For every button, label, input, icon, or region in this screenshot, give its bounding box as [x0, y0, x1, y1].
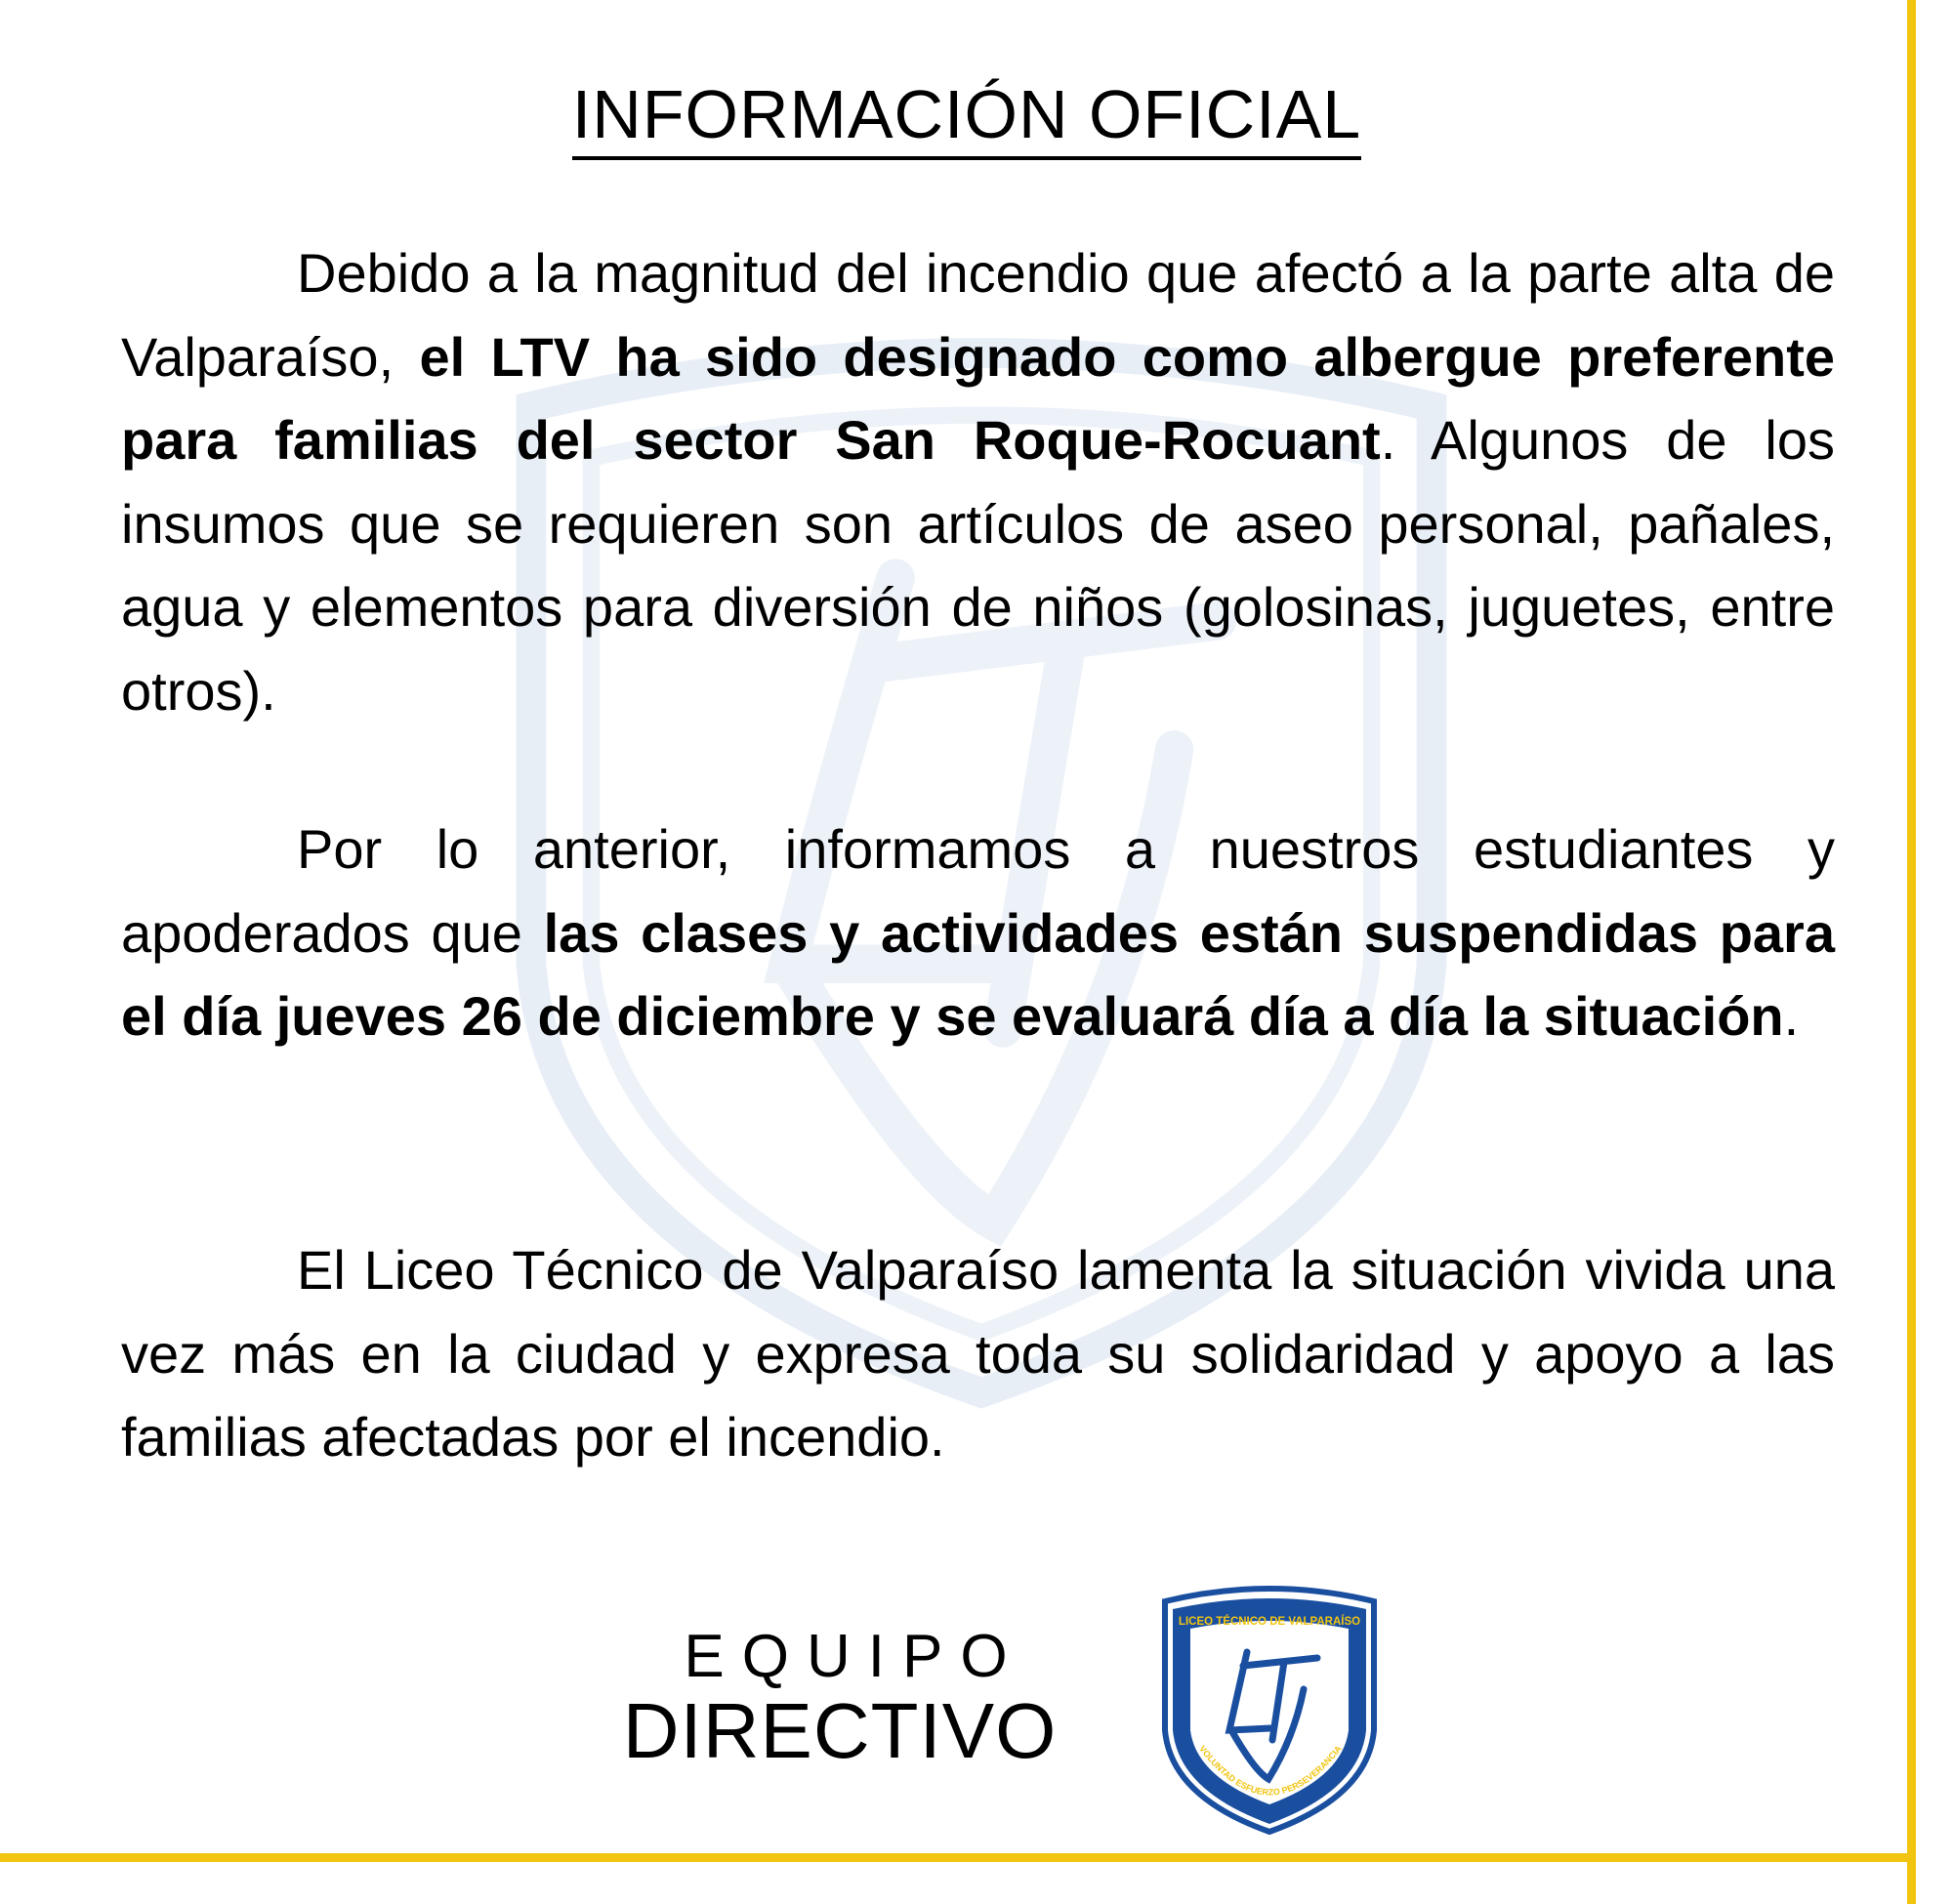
- paragraph-1: [121, 231, 1835, 732]
- paragraph-1-text: Debido a la magnitud del incendio que afectó a la parte alta de Valparaíso,: [121, 242, 1835, 388]
- school-crest-logo: [1157, 1584, 1382, 1836]
- signature-line-1: EQUIPO: [684, 1623, 1025, 1690]
- page-title: [0, 73, 1933, 155]
- logo-motto: VOLUNTAD ESFUERZO PERSEVERANCIA: [1197, 1743, 1344, 1798]
- paragraph-2-text: Por lo anterior, informamos a nuestros estudiantes y apoderados que: [121, 818, 1835, 964]
- paragraph-2-bold: las clases y actividades están suspendidas para el día jueves 26 de diciembre y se evaluará día a día la situación: [121, 901, 1835, 1047]
- paragraph-3: [121, 1228, 1835, 1479]
- page-title-text: INFORMACIÓN OFICIAL: [572, 76, 1361, 160]
- bottom-border: [0, 1853, 1916, 1862]
- paragraph-1-text-end: . Algunos de los insumos que se requieren son artículos de aseo personal, pañales, agua y elementos para diversión de niños (golosinas, juguetes, entre otros).: [121, 409, 1836, 722]
- paragraph-1-bold: el LTV ha sido designado como albergue preferente para familias del sector San Roque-Rocuant: [121, 325, 1835, 471]
- paragraph-2-text-end: .: [1783, 985, 1800, 1047]
- paragraph-3-text: El Liceo Técnico de Valparaíso lamenta la situación vivida una vez más en la ciudad y expresa toda su solidaridad y apoyo a las familias afectadas por el incendio.: [121, 1239, 1835, 1468]
- right-border: [1907, 0, 1916, 1904]
- logo-school-name: LICEO TÉCNICO DE VALPARAÍSO: [1178, 1616, 1361, 1628]
- signature-line-2: DIRECTIVO: [622, 1687, 1058, 1774]
- paragraph-2: [121, 807, 1835, 1058]
